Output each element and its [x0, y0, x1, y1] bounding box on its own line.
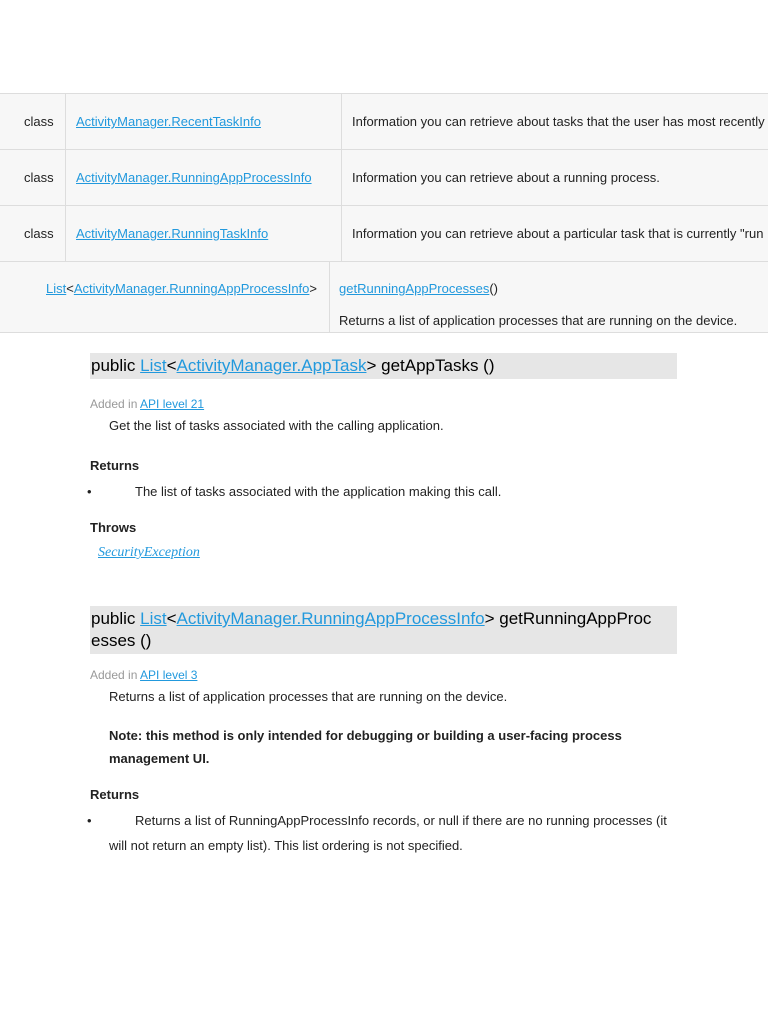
added-prefix: Added in [90, 397, 141, 411]
kind-label: class [24, 226, 54, 241]
table-row [0, 150, 768, 206]
app-task-link[interactable]: ActivityManager.AppTask [176, 356, 367, 375]
list-link[interactable]: List [46, 281, 67, 296]
name-cell [66, 206, 342, 261]
running-app-process-info-link[interactable]: ActivityManager.RunningAppProcessInfo [176, 609, 485, 628]
method-signature [90, 606, 677, 654]
returns-list-item [87, 484, 678, 499]
method-parens: () [489, 281, 498, 296]
table-row [0, 206, 768, 262]
nested-classes-table [0, 93, 768, 333]
kind-label: class [24, 170, 54, 185]
description-cell [342, 206, 768, 261]
method-description: Returns a list of application processes that are running on the device. [339, 313, 738, 328]
return-type-link[interactable]: ActivityManager.RunningAppProcessInfo [73, 281, 310, 296]
return-type-cell [0, 262, 330, 332]
returns-text: Returns a list of RunningAppProcessInfo records, or null if there are no running processes (it will not return an empty list). This list ordering is not specified. [109, 813, 667, 853]
description-cell [342, 150, 768, 205]
returns-text: The list of tasks associated with the application making this call. [135, 484, 502, 499]
class-description: Information you can retrieve about a running process. [352, 170, 660, 185]
sig-rest-continued: esses () [91, 631, 152, 650]
sig-public: public [91, 609, 141, 628]
method-detail-get-running-app-processes [87, 606, 678, 858]
returns-heading: Returns [90, 458, 140, 473]
kind-cell [0, 150, 66, 205]
class-link-running-task-info[interactable]: ActivityManager.RunningTaskInfo [76, 226, 269, 241]
method-signature [90, 353, 677, 379]
added-in-api [90, 397, 678, 411]
class-link-recent-task-info[interactable]: ActivityManager.RecentTaskInfo [76, 114, 261, 129]
class-description: Information you can retrieve about tasks that the user has most recently [352, 114, 765, 129]
method-cell [330, 262, 768, 332]
added-prefix: Added in [90, 668, 141, 682]
bullet-icon: • [87, 813, 92, 828]
security-exception-link[interactable]: SecurityException [98, 545, 200, 560]
kind-cell [0, 94, 66, 149]
sig-public: public [91, 356, 141, 375]
name-cell [66, 150, 342, 205]
sig-rest: > getRunningAppProc [484, 609, 652, 628]
method-name [339, 281, 498, 296]
bullet-icon: • [87, 484, 92, 499]
method-description: Get the list of tasks associated with the calling application. [109, 418, 444, 433]
method-detail-get-app-tasks [87, 353, 678, 561]
list-link[interactable]: List [140, 609, 167, 628]
description-cell [342, 94, 768, 149]
returns-heading: Returns [90, 787, 140, 802]
method-link-get-running-app-processes[interactable]: getRunningAppProcesses [339, 281, 490, 296]
returns-list-item [87, 808, 678, 858]
method-description: Returns a list of application processes that are running on the device. [109, 689, 508, 704]
api-level-link[interactable]: API level 21 [140, 397, 205, 411]
sig-rest: > getAppTasks () [366, 356, 495, 375]
class-link-running-app-process-info[interactable]: ActivityManager.RunningAppProcessInfo [76, 170, 312, 185]
angle-open: < [66, 281, 74, 296]
throws-heading: Throws [90, 520, 137, 535]
added-in-api [90, 668, 678, 682]
class-description: Information you can retrieve about a particular task that is currently "run [352, 226, 764, 241]
name-cell [66, 94, 342, 149]
table-row [0, 94, 768, 150]
kind-label: class [24, 114, 54, 129]
list-link[interactable]: List [140, 356, 167, 375]
api-level-link[interactable]: API level 3 [140, 668, 198, 682]
method-note: Note: this method is only intended for debugging or building a user-facing process management UI. [109, 728, 622, 766]
angle-close: > [309, 281, 317, 296]
method-summary-row [0, 262, 768, 333]
return-type [46, 281, 317, 296]
angle-open: < [166, 609, 177, 628]
kind-cell [0, 206, 66, 261]
angle-open: < [166, 356, 177, 375]
